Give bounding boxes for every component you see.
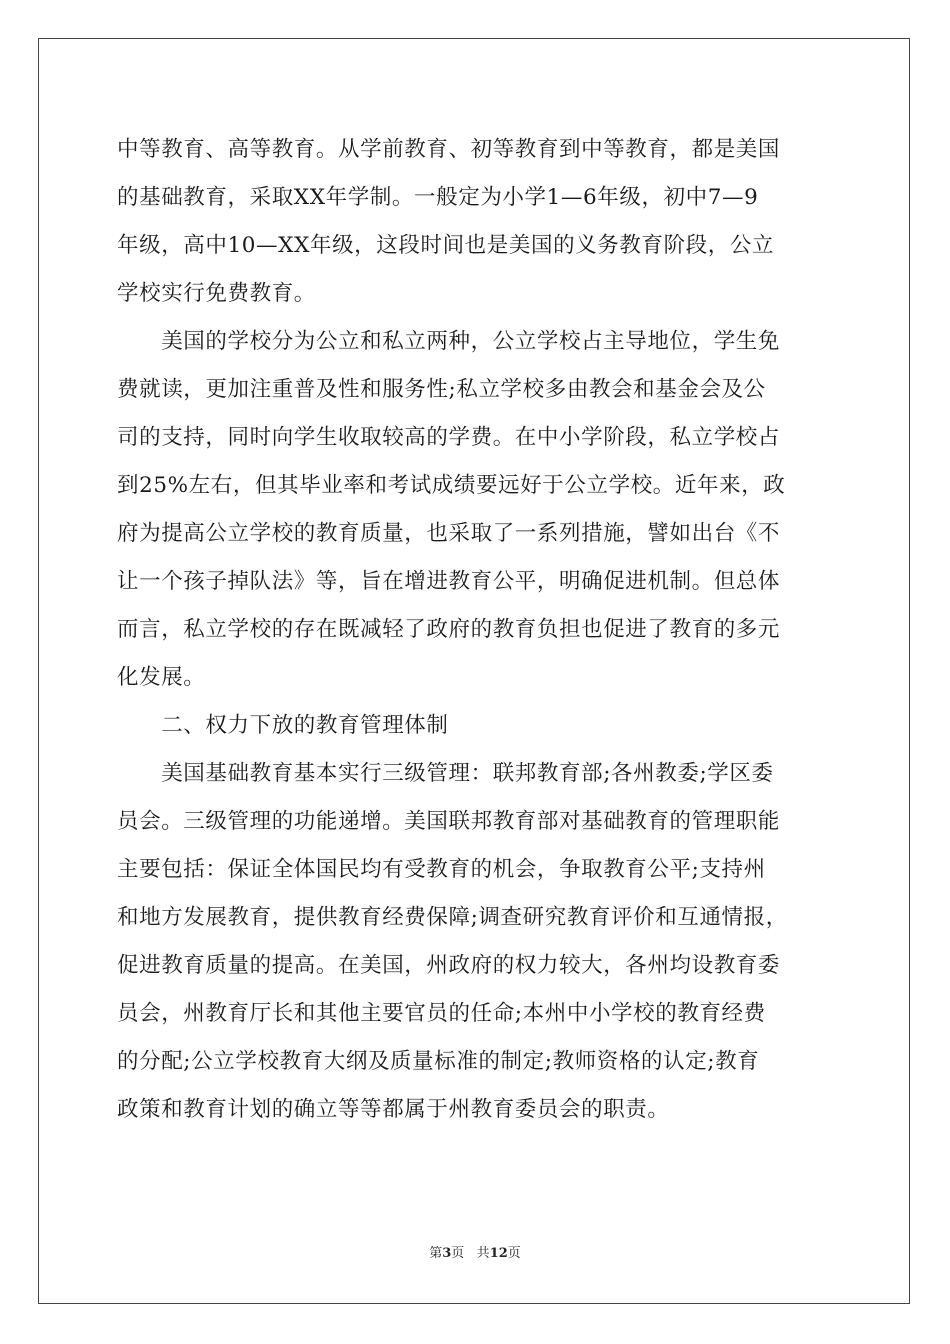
text-line: 司的支持，同时向学生收取较高的学费。在中小学阶段，私立学校占	[117, 425, 781, 450]
text-line: 和地方发展教育，提供教育经费保障;调查研究教育评价和互通情报，	[117, 905, 788, 930]
text-line: 主要包括：保证全体国民均有受教育的机会，争取教育公平;支持州	[117, 857, 766, 882]
text-line: 化发展。	[117, 665, 206, 690]
text-line: 员会，州教育厅长和其他主要官员的任命;本州中小学校的教育经费	[117, 1001, 766, 1026]
text-line: 的分配;公立学校教育大纲及质量标准的制定;教师资格的认定;教育	[117, 1049, 760, 1074]
text-line: 让一个孩子掉队法》等，旨在增进教育公平，明确促进机制。但总体	[117, 569, 781, 594]
document-body	[117, 126, 839, 1134]
text-line: 政策和教育计划的确立等等都属于州教育委员会的职责。	[117, 1097, 670, 1122]
text-line: 的基础教育，采取XX年学制。一般定为小学1—6年级，初中7—9	[117, 185, 759, 210]
text-line: 美国的学校分为公立和私立两种，公立学校占主导地位，学生免	[117, 329, 781, 354]
text-line: 费就读，更加注重普及性和服务性;私立学校多由教会和基金会及公	[117, 377, 766, 402]
text-line: 年级，高中10—XX年级，这段时间也是美国的义务教育阶段，公立	[117, 233, 775, 258]
total-pages-label: 共12页	[476, 1246, 521, 1261]
text-line: 美国基础教育基本实行三级管理：联邦教育部;各州教委;学区委	[117, 761, 774, 786]
text-line: 中等教育、高等教育。从学前教育、初等教育到中等教育，都是美国	[117, 137, 781, 162]
text-line: 促进教育质量的提高。在美国，州政府的权力较大，各州均设教育委	[117, 953, 781, 978]
section-heading: 二、权力下放的教育管理体制	[117, 713, 449, 738]
text-line: 而言，私立学校的存在既减轻了政府的教育负担也促进了教育的多元	[117, 617, 781, 642]
text-line: 府为提高公立学校的教育质量，也采取了一系列措施，譬如出台《不	[117, 521, 781, 546]
page-number-label: 第3页	[429, 1246, 465, 1261]
page-footer	[0, 1246, 950, 1262]
text-line: 员会。三级管理的功能递增。美国联邦教育部对基础教育的管理职能	[117, 809, 781, 834]
text-line: 到25%左右，但其毕业率和考试成绩要远好于公立学校。近年来，政	[117, 473, 786, 498]
text-line: 学校实行免费教育。	[117, 281, 316, 306]
